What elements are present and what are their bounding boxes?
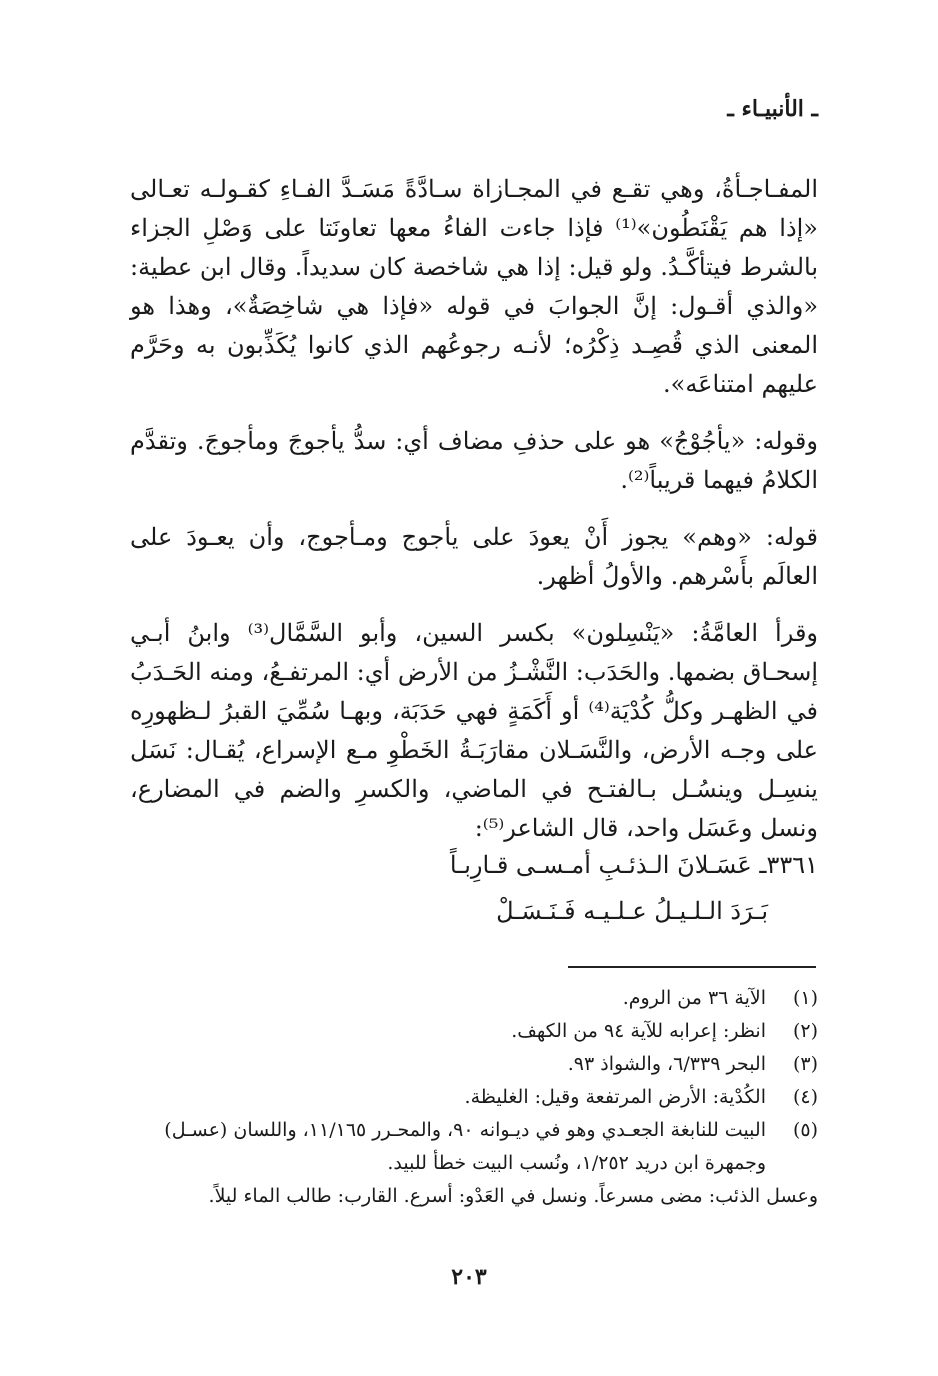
footnote-number: (٥) xyxy=(792,1119,818,1141)
footnote-continuation: وعسل الذئب: مضى مسرعاً. ونسل في العَدْو: أسرع. القارب: طالب الماء ليلاً. xyxy=(208,1185,818,1207)
footnote-divider xyxy=(568,966,816,968)
footnote-text: البيت للنابغة الجعـدي وهو في ديـوانه ٩٠، والمحـرر ١١/١٦٥، واللسان (عسـل) وجمهرة ابن دريد ١/٢٥٢، ونُسب البيت خطأ للبيد. xyxy=(164,1119,766,1174)
running-title: ـ الأنبيـاء ـ xyxy=(727,96,818,122)
verse-second-hemistich: بَـرَدَ الـلـيـلُ عـلـيـه فَـنَـسَـلْ xyxy=(496,897,768,925)
footnote-number: (٢) xyxy=(792,1020,818,1042)
verse-first-hemistich: ٣٣٦١ـ عَسَـلانَ الـذئـبِ أمـسـى قـارِبـاً xyxy=(449,851,818,879)
main-text xyxy=(130,170,818,866)
footnote-text: الآية ٣٦ من الروم. xyxy=(622,987,766,1009)
paragraph: قوله: «وهم» يجوز أَنْ يعودَ على يأجوج ومـأجوج، وأن يعـودَ على العالَم بأَسْرهم. والأولُ أظهر. xyxy=(130,523,818,590)
footnote-item xyxy=(130,982,818,1015)
footnote-text: انظر: إعرابه للآية ٩٤ من الكهف. xyxy=(511,1020,766,1042)
paragraph: المفـاجـأةُ، وهي تقـع في المجـازاة سـادَّةً مَسَـدَّ الفـاءِ كقـولـه تعـالى «إذا هم يَقْنَطُون»⁽¹⁾ فإذا جاءت الفاءُ معها تعاونَتا على وَصْلِ الجزاء بالشرط فيتأكَّـدُ. ولو قيل: إذا هي شاخصة كان سديداً. وقال ابن عطية: «والذي أقـول: إنَّ الجوابَ في قوله «فإذا هي شاخِصَةٌ»، وهذا هو المعنى الذي قُصِـد ذِكْرُه؛ لأنـه رجوعُهم الذي كانوا يُكَذِّبون به وحَرَّم عليهم امتناعَه». xyxy=(130,175,818,398)
page-number: ٢٠٣ xyxy=(451,1264,487,1290)
footnote-number: (٣) xyxy=(792,1053,818,1075)
footnote-text: البحر ٦/٣٣٩، والشواذ ٩٣. xyxy=(567,1053,766,1075)
footnote-item xyxy=(130,1048,818,1081)
footnote-item xyxy=(130,1081,818,1114)
footnote-item xyxy=(130,1015,818,1048)
footnote-number: (٤) xyxy=(792,1086,818,1108)
poetry-verse xyxy=(130,842,818,934)
footnotes xyxy=(130,982,818,1213)
footnote-text: الكُدْية: الأرض المرتفعة وقيل: الغليظة. xyxy=(464,1086,766,1108)
footnote-item xyxy=(130,1114,818,1180)
paragraph: وقوله: «يأجُوْجُ» هو على حذفِ مضاف أي: سدُّ يأجوجَ ومأجوجَ. وتقدَّم الكلامُ فيهما قريباً⁽²⁾. xyxy=(130,427,818,494)
footnote-number: (١) xyxy=(792,987,818,1009)
paragraph: وقرأ العامَّةُ: «يَنْسِلون» بكسر السين، وأبو السَّمَّال⁽³⁾ وابنُ أبـي إسحـاق بضمها. والحَدَب: النَّشْـزُ من الأرض أي: المرتفـعُ، ومنه الحَـدَبُ في الظهـر وكلُّ كُدْيَة⁽⁴⁾ أو أَكَمَةٍ فهي حَدَبَة، وبهـا سُمِّيَ القبرُ لـظهورِه على وجـه الأرض، والنَّسَـلان مقارَبَـةُ الخَطْوِ مـع الإسراع، يُقـال: نَسَل ينسِـل وينسُـل بـالفتـح في الماضي، والكسرِ والضم في المضارع، ونسل وعَسَل واحد، قال الشاعر⁽⁵⁾: xyxy=(130,619,818,842)
